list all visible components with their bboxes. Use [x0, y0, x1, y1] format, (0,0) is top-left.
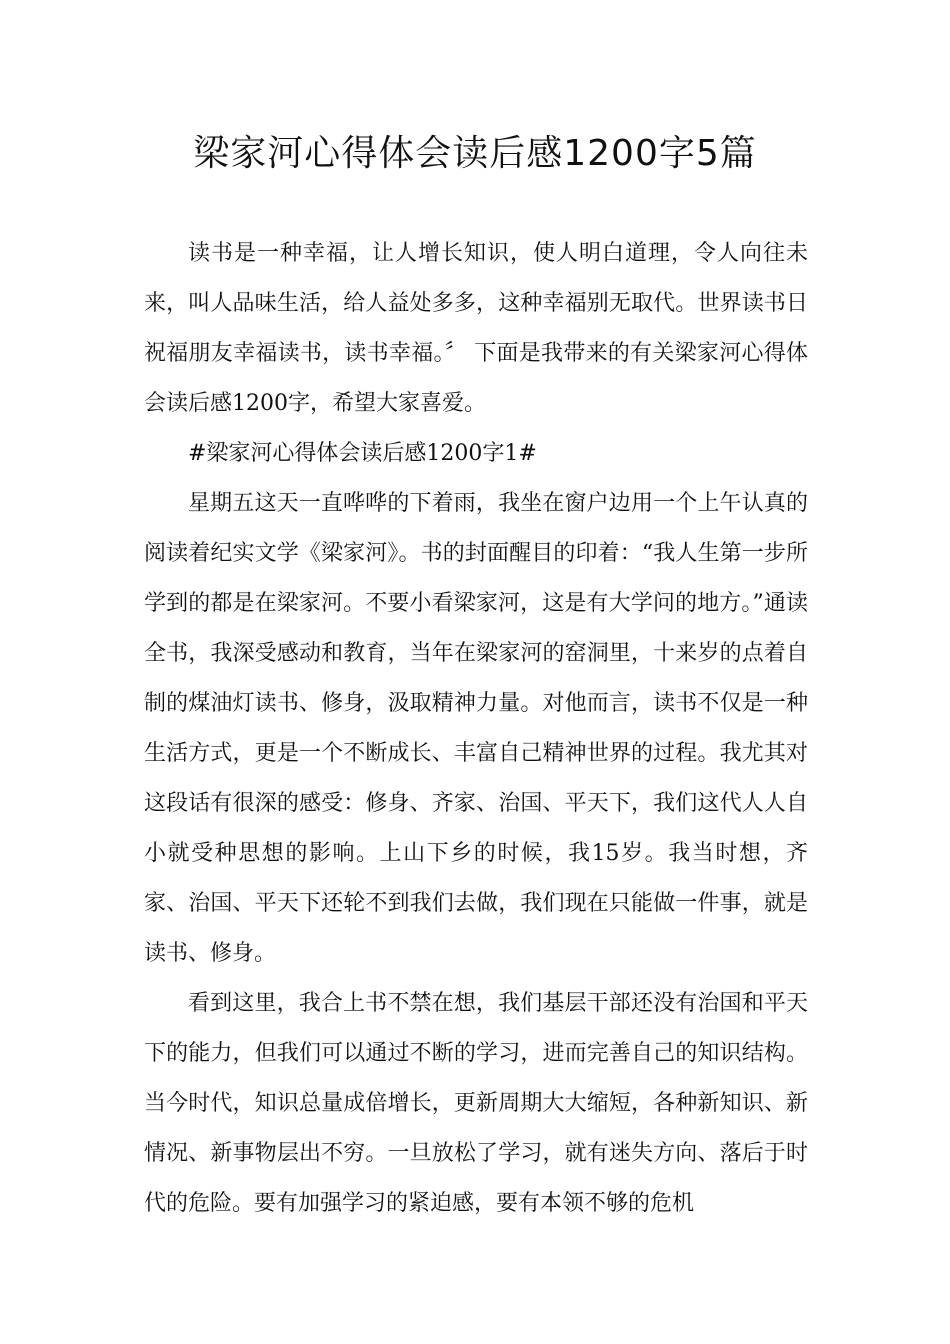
paragraph-reflection: 看到这里，我合上书不禁在想，我们基层干部还没有治国和平天下的能力，但我们可以通过不断的学习，进而完善自己的知识结构。当今时代，知识总量成倍增长，更新周期大大缩短，各种新知识、新情况、新事物层出不穷。一旦放松了学习，就有迷失方向、落后于时代的危险。要有加强学习的紧迫感，要有本领不够的危机 — [144, 991, 808, 1216]
paragraph-intro: 读书是一种幸福，让人增长知识，使人明白道理，令人向往未来，叫人品味生活，给人益处多多，这种幸福别无取代。世界读书日祝福朋友幸福读书，读书幸福。〞 下面是我带来的有关梁家河心得体会读后感1200字，希望大家喜爱。 — [144, 241, 808, 416]
document-body — [144, 229, 808, 1229]
section-heading: #梁家河心得体会读后感1200字1# — [188, 441, 537, 466]
document-title: 梁家河心得体会读后感1200字5篇 — [193, 133, 757, 174]
paragraph-story: 星期五这天一直哗哗的下着雨，我坐在窗户边用一个上午认真的阅读着纪实文学《梁家河》。书的封面醒目的印着：“我人生第一步所学到的都是在梁家河。不要小看梁家河，这是有大学问的地方。”通读全书，我深受感动和教育，当年在梁家河的窑洞里，十来岁的点着自制的煤油灯读书、修身，汲取精神力量。对他而言，读书不仅是一种生活方式，更是一个不断成长、丰富自己精神世界的过程。我尤其对这段话有很深的感受：修身、齐家、治国、平天下，我们这代人人自小就受种思想的影响。上山下乡的时候，我15岁。我当时想，齐家、治国、平天下还轮不到我们去做，我们现在只能做一件事，就是读书、修身。 — [144, 491, 808, 966]
